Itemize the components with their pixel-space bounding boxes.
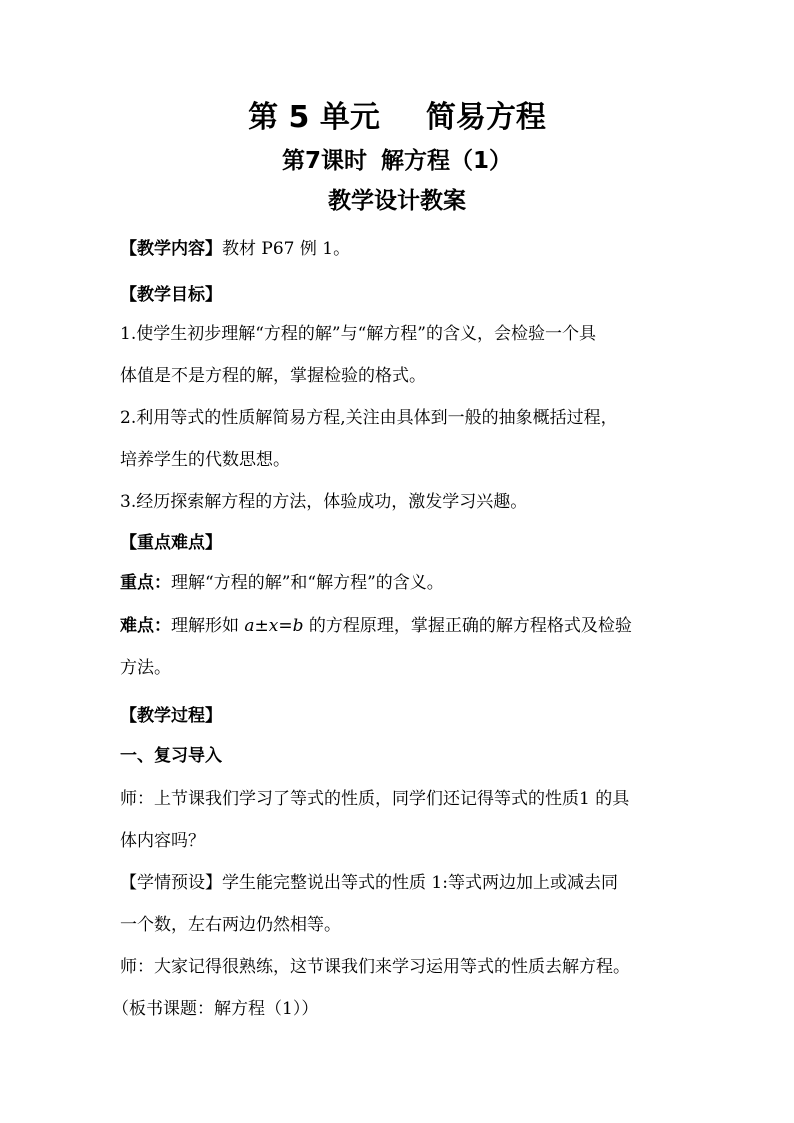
teaching-content-text: 教材 P67 例 1。 <box>222 239 351 259</box>
difficulty-formula: a±x=b <box>244 616 304 636</box>
goal-2-line-1: 2.利用等式的性质解简易方程,关注由具体到一般的抽象概括过程， <box>120 408 618 428</box>
teaching-goals-heading: 【教学目标】 <box>120 285 222 305</box>
key-point-text: 理解“方程的解”和“解方程”的含义。 <box>171 573 444 593</box>
difficulty-line-1 <box>120 614 680 638</box>
difficulty-label: 难点： <box>120 616 171 636</box>
student-preset-line-1: 【学情预设】学生能完整说出等式的性质 1:等式两边加上或减去同 <box>120 873 618 893</box>
document-type: 教学设计教案 <box>328 188 466 214</box>
lesson-number: 第7课时 <box>281 148 367 174</box>
key-point-label: 重点： <box>120 573 171 593</box>
unit-number: 第 5 单元 <box>248 100 380 135</box>
unit-title <box>0 96 794 140</box>
key-point-line <box>120 571 680 595</box>
key-points-heading: 【重点难点】 <box>120 533 222 553</box>
teaching-process-heading: 【教学过程】 <box>120 706 222 726</box>
teacher-transition: 师：大家记得很熟练，这节课我们来学习运用等式的性质去解方程。 <box>120 957 630 977</box>
difficulty-text-after: 的方程原理，掌握正确的解方程格式及检验 <box>303 616 632 636</box>
unit-name: 简易方程 <box>425 100 546 135</box>
teaching-content-label: 【教学内容】 <box>120 239 222 259</box>
difficulty-line-2: 方法。 <box>120 658 171 678</box>
goal-3: 3.经历探索解方程的方法，体验成功，激发学习兴趣。 <box>120 492 528 512</box>
goal-1-line-2: 体值是不是方程的解，掌握检验的格式。 <box>120 366 426 386</box>
goal-1-line-1: 1.使学生初步理解“方程的解”与“解方程”的含义，会检验一个具 <box>120 324 596 344</box>
review-intro-heading: 一、复习导入 <box>120 746 222 766</box>
lesson-name: 解方程（1） <box>381 148 513 174</box>
teacher-question-line-1: 师：上节课我们学习了等式的性质，同学们还记得等式的性质1 的具 <box>120 789 630 809</box>
student-preset-line-2: 一个数，左右两边仍然相等。 <box>120 915 341 935</box>
teacher-question-line-2: 体内容吗？ <box>120 831 205 851</box>
board-note: （板书课题：解方程（1）） <box>112 999 319 1019</box>
lesson-title <box>0 144 794 178</box>
teaching-content-line <box>120 237 680 261</box>
goal-2-line-2: 培养学生的代数思想。 <box>120 450 290 470</box>
difficulty-text-before: 理解形如 <box>171 616 245 636</box>
